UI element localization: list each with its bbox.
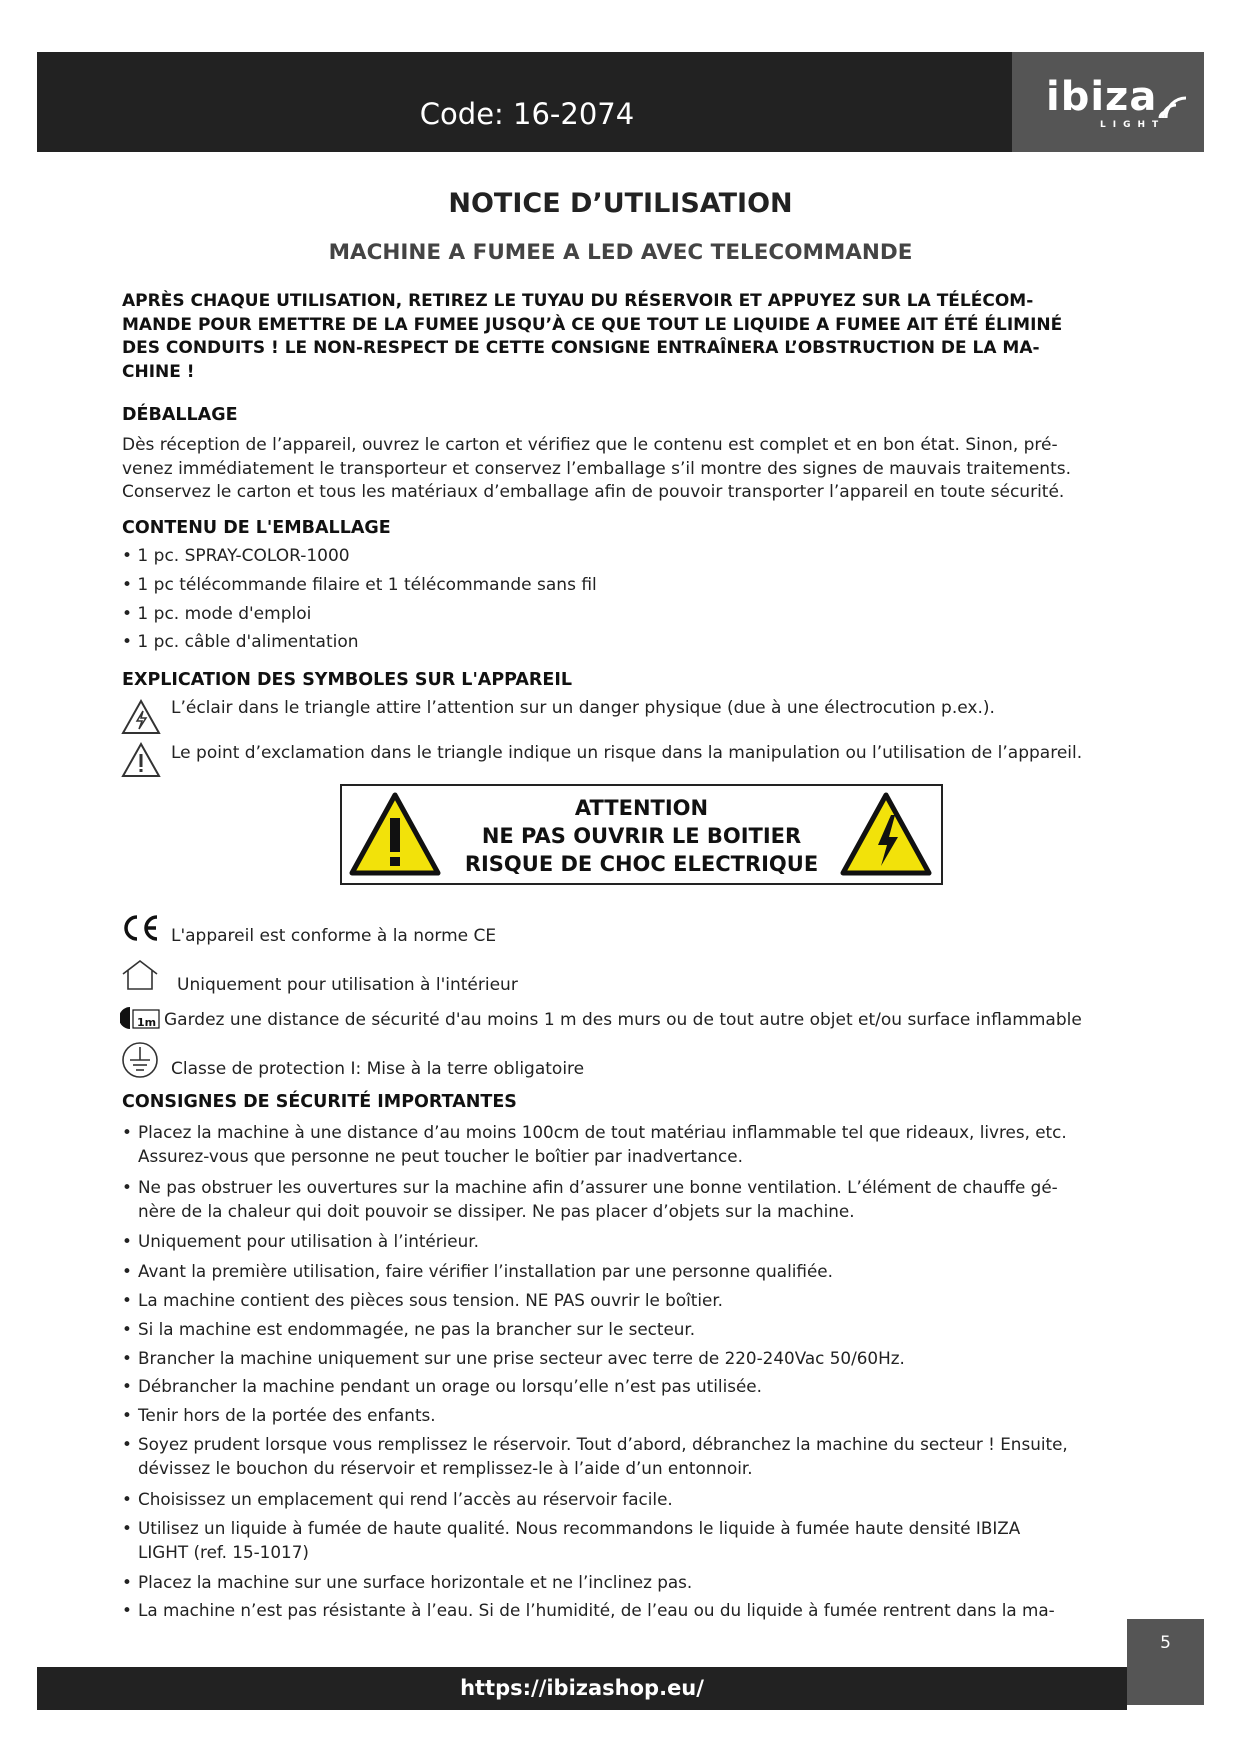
safety-line: • Débrancher la machine pendant un orage ou lorsqu’elle n’est pas utilisée. (138, 1376, 762, 1396)
safety-item (122, 1375, 1132, 1399)
attention-line-1: ATTENTION (574, 796, 709, 820)
safety-line: LIGHT (ref. 15-1017) (138, 1541, 309, 1562)
contents-item: • 1 pc télécommande filaire et 1 télécommande sans fil (122, 575, 597, 595)
page-number: 5 (1127, 1619, 1204, 1705)
warning-line: CHINE ! (122, 361, 195, 382)
symbols-heading: EXPLICATION DES SYMBOLES SUR L'APPAREIL (122, 670, 573, 690)
page-subtitle: MACHINE A FUMEE A LED AVEC TELECOMMANDE (328, 240, 913, 265)
safety-item (122, 1289, 1132, 1313)
unpacking-line: venez immédiatement le transporteur et conservez l’emballage s’il montre des signes de mauvais traitements. (122, 458, 1072, 479)
exclamation-triangle-icon (120, 741, 162, 779)
safety-line: • Brancher la machine uniquement sur une prise secteur avec terre de 220-240Vac 50/60Hz. (138, 1348, 905, 1368)
safety-line: nère de la chaleur qui doit pouvoir se dissiper. Ne pas placer d’objets sur la machine. (138, 1200, 855, 1221)
contents-item: • 1 pc. SPRAY-COLOR-1000 (122, 546, 350, 566)
safety-item (122, 1260, 1132, 1284)
brand-logo (1012, 52, 1204, 152)
ce-description: L'appareil est conforme à la norme CE (171, 926, 497, 946)
safety-heading: CONSIGNES DE SÉCURITÉ IMPORTANTES (122, 1092, 517, 1112)
lightning-triangle-icon (120, 698, 162, 736)
safety-line: Assurez-vous que personne ne peut toucher le boîtier par inadvertance. (138, 1145, 743, 1166)
unpacking-line: Conservez le carton et tous les matériaux d’emballage afin de pouvoir transporter l’appareil en toute sécurité. (122, 482, 1065, 502)
exclamation-description: Le point d’exclamation dans le triangle indique un risque dans la manipulation ou l’utilisation de l’appareil. (171, 743, 1083, 763)
ground-description: Classe de protection I: Mise à la terre obligatoire (171, 1059, 585, 1079)
safety-item (122, 1318, 1132, 1342)
distance-icon (120, 1004, 162, 1032)
safety-line: dévissez le bouchon du réservoir et remplissez-le à l’aide d’un entonnoir. (138, 1457, 753, 1478)
warning-lightning-icon (838, 790, 934, 878)
page-header (37, 52, 1204, 152)
safety-item (122, 1517, 1132, 1564)
warning-line: APRÈS CHAQUE UTILISATION, RETIREZ LE TUYAU DU RÉSERVOIR ET APPUYEZ SUR LA TÉLÉCOM- (122, 291, 1034, 311)
indoor-description: Uniquement pour utilisation à l'intérieur (177, 975, 518, 995)
safety-item (122, 1488, 1132, 1512)
safety-line: • Utilisez un liquide à fumée de haute qualité. Nous recommandons le liquide à fumée haute densité IBIZA (138, 1518, 1021, 1538)
safety-item (122, 1230, 1132, 1254)
safety-line: • Placez la machine sur une surface horizontale et ne l’inclinez pas. (138, 1572, 693, 1592)
contents-heading: CONTENU DE L'EMBALLAGE (122, 518, 391, 538)
distance-icon-label: 1m (137, 1016, 157, 1029)
ce-mark-icon (120, 914, 162, 942)
cleaning-warning (122, 290, 1112, 384)
unpacking-heading: DÉBALLAGE (122, 405, 238, 425)
product-code: Code: 16-2074 (419, 97, 635, 131)
attention-box (340, 784, 943, 885)
safety-line: • Choisissez un emplacement qui rend l’accès au réservoir facile. (138, 1489, 673, 1509)
brand-subtitle: LIGHT (1100, 120, 1166, 130)
safety-line: • Tenir hors de la portée des enfants. (138, 1405, 436, 1425)
contents-item: • 1 pc. mode d'emploi (122, 604, 312, 624)
warning-line: DES CONDUITS ! LE NON-RESPECT DE CETTE CONSIGNE ENTRAÎNERA L’OBSTRUCTION DE LA MA- (122, 338, 1040, 358)
safety-item (122, 1433, 1132, 1480)
warning-line: MANDE POUR EMETTRE DE LA FUMEE JUSQU’À CE QUE TOUT LE LIQUIDE A FUMEE AIT ÉTÉ ÉLIMINÉ (122, 314, 1063, 335)
safety-line: • Si la machine est endommagée, ne pas la brancher sur le secteur. (138, 1319, 696, 1339)
contents-item: • 1 pc. câble d'alimentation (122, 632, 359, 652)
safety-item (122, 1571, 1132, 1595)
safety-line: • Placez la machine à une distance d’au moins 100cm de tout matériau inflammable tel que rideaux, livres, etc. (138, 1122, 1067, 1142)
safety-line: • La machine n’est pas résistante à l’eau. Si de l’humidité, de l’eau ou du liquide à fumée rentrent dans la ma- (138, 1600, 1055, 1620)
safety-item (122, 1404, 1132, 1428)
lightning-description: L’éclair dans le triangle attire l’attention sur un danger physique (due à une électrocution p.ex.). (171, 698, 995, 718)
attention-line-3: RISQUE DE CHOC ELECTRIQUE (464, 852, 819, 876)
safety-item (122, 1599, 1132, 1623)
house-icon (120, 958, 160, 992)
safety-line: • Ne pas obstruer les ouvertures sur la machine afin d’assurer une bonne ventilation. L’élément de chauffe gé- (138, 1177, 1058, 1197)
safety-line: • La machine contient des pièces sous tension. NE PAS ouvrir le boîtier. (138, 1290, 724, 1310)
distance-description: Gardez une distance de sécurité d'au moins 1 m des murs ou de tout autre objet et/ou surface inflammable (164, 1010, 1082, 1030)
brand-name: ibiza (1046, 74, 1158, 120)
safety-line: • Soyez prudent lorsque vous remplissez le réservoir. Tout d’abord, débranchez la machine du secteur ! Ensuite, (138, 1434, 1068, 1454)
safety-item (122, 1347, 1132, 1371)
safety-line: • Uniquement pour utilisation à l’intérieur. (138, 1231, 479, 1251)
unpacking-text (122, 434, 1122, 505)
wave-icon (1158, 92, 1188, 122)
unpacking-line: Dès réception de l’appareil, ouvrez le carton et vérifiez que le contenu est complet et en bon état. Sinon, pré- (122, 435, 1058, 455)
ground-icon (120, 1040, 160, 1080)
page-title: NOTICE D’UTILISATION (448, 188, 793, 219)
attention-line-2: NE PAS OUVRIR LE BOITIER (481, 824, 802, 848)
safety-item (122, 1121, 1132, 1168)
safety-line: • Avant la première utilisation, faire vérifier l’installation par une personne qualifiée. (138, 1261, 833, 1281)
safety-item (122, 1176, 1132, 1223)
footer-url[interactable]: https://ibizashop.eu/ (37, 1667, 1127, 1710)
